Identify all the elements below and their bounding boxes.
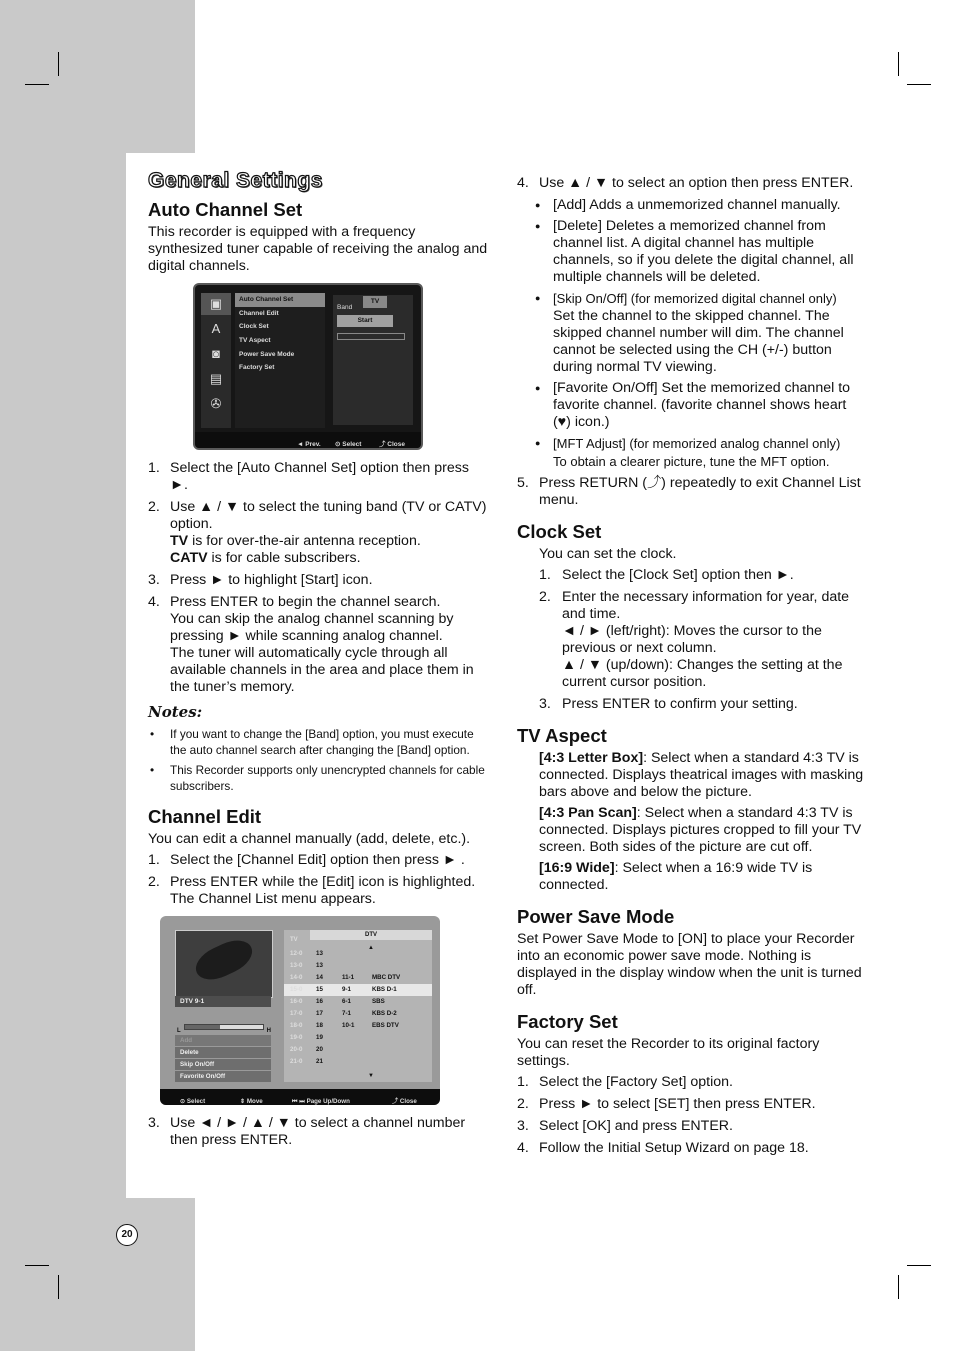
crop-mark <box>58 52 59 76</box>
menu-item-auto-channel-set: Auto Channel Set <box>235 293 325 307</box>
screen-icon-column <box>201 293 231 428</box>
tab-dtv: DTV <box>310 930 432 940</box>
notes-list <box>148 727 488 794</box>
footer-move: ⇕ Move <box>240 1098 263 1105</box>
channel-preview <box>175 930 273 998</box>
auto-channel-heading: Auto Channel Set <box>148 199 303 220</box>
table-cell: 10-1 <box>342 1022 355 1029</box>
table-row <box>284 1056 432 1068</box>
table-row <box>284 996 432 1008</box>
menu-item-clock-set: Clock Set <box>239 323 269 331</box>
table-row <box>284 972 432 984</box>
table-cell: 14 <box>316 974 323 981</box>
list-item: 1. Select the [Clock Set] option then ►. <box>539 567 794 583</box>
list-item: 3. Press ► to highlight [Start] icon. <box>148 572 373 588</box>
channel-tabs <box>284 930 432 943</box>
table-cell: 7-1 <box>342 1010 351 1017</box>
level-high-label: H <box>266 1028 271 1034</box>
auto-channel-steps <box>148 460 488 696</box>
scroll-down-icon: ▼ <box>368 1073 374 1079</box>
tv-aspect-heading: TV Aspect <box>517 725 607 746</box>
table-cell: 20 <box>316 1046 323 1053</box>
table-cell: 21 <box>316 1058 323 1065</box>
factory-set-heading: Factory Set <box>517 1011 618 1032</box>
channel-edit-steps <box>148 852 488 908</box>
list-item: 4. Use ▲ / ▼ to select an option then press ENTER. <box>517 175 854 191</box>
menu-item-power-save-mode: Power Save Mode <box>239 350 295 358</box>
margin-shade-bottom <box>0 1198 195 1351</box>
page-number: 20 <box>116 1224 138 1246</box>
start-button: Start <box>337 315 393 327</box>
film-icon: ▤ <box>209 371 223 386</box>
table-cell: 11-1 <box>342 974 355 981</box>
band-label: Band <box>337 304 353 311</box>
signal-level-fill <box>185 1025 220 1029</box>
list-item: 4. Follow the Initial Setup Wizard on page 18. <box>517 1140 809 1156</box>
table-cell: 19 <box>316 1034 323 1041</box>
clock-set-steps <box>539 567 867 713</box>
table-cell: KBS D-2 <box>372 1010 397 1017</box>
list-item: 2. Press ENTER while the [Edit] icon is highlighted. The Channel List menu appears. <box>148 874 476 907</box>
channel-edit-options <box>517 197 867 471</box>
table-cell: 16-0 <box>290 998 303 1005</box>
list-item: 4. Press ENTER to begin the channel search. You can skip the analog channel scanning by pressing ► while scanning analog channel. The tuner will automatically cycle through all available channels in the area and place them in the tuner’s memory. <box>148 594 474 695</box>
option-mft: ● [MFT Adjust] (for memorized analog channel only) To obtain a clearer picture, tune the MFT option. <box>535 435 867 471</box>
notes-title: Notes: <box>148 703 203 721</box>
channel-edit-heading: Channel Edit <box>148 806 262 827</box>
power-save-heading: Power Save Mode <box>517 906 675 927</box>
option-favorite: ● [Favorite On/Off] Set the memorized channel to favorite channel. (favorite channel shows heart (♥) icon.) <box>535 380 867 431</box>
delete-button: Delete <box>175 1047 271 1058</box>
preview-caption: DTV 9-1 <box>175 996 271 1007</box>
crop-mark <box>898 52 899 76</box>
favorite-button: Favorite On/Off <box>175 1071 271 1082</box>
table-cell: SBS <box>372 998 385 1005</box>
crop-mark <box>58 1275 59 1299</box>
tab-tv: TV <box>290 937 298 943</box>
list-item: 3. Select [OK] and press ENTER. <box>517 1118 733 1134</box>
list-item: 1. Select the [Channel Edit] option then press ► . <box>148 852 465 868</box>
list-item: 3. Press ENTER to confirm your setting. <box>539 696 798 712</box>
clock-set-body <box>517 567 867 713</box>
note-item: • This Recorder supports only unencrypted channels for cable subscribers. <box>148 763 488 794</box>
list-item: 1. Select the [Factory Set] option. <box>517 1074 733 1090</box>
skip-button: Skip On/Off <box>175 1059 271 1070</box>
aspect-wide: [16:9 Wide]: Select when a 16:9 wide TV is connected. <box>539 860 813 893</box>
right-column <box>517 175 867 1162</box>
auto-channel-intro: This recorder is equipped with a frequency synthesized tuner capable of receiving the analog and digital channels. <box>148 224 488 274</box>
table-cell: KBS D-1 <box>372 986 397 993</box>
clock-set-intro: You can set the clock. <box>539 546 677 562</box>
menu-item-tv-aspect: TV Aspect <box>239 337 271 345</box>
table-row <box>284 1020 432 1032</box>
power-save-text: Set Power Save Mode to [ON] to place your Recorder into an economic power save mode. Nothing is displayed in the display window when the unit is turned off. <box>517 931 862 998</box>
channel-edit-step5 <box>517 475 867 509</box>
channel-rows <box>284 948 432 1068</box>
option-delete: ● [Delete] Deletes a memorized channel from channel list. A digital channel has multiple channels, so if you delete the digital channel, all multiple channels will be deleted. <box>535 218 867 286</box>
table-cell: 13 <box>316 962 323 969</box>
list-item: 2. Enter the necessary information for year, date and time. ◄ / ► (left/right): Moves the cursor to the previous or next column. ▲ / ▼ (up/down): Changes the setting at the current cursor position. <box>539 589 850 690</box>
screen-footer <box>160 1089 440 1105</box>
option-add: ● [Add] Adds a unmemorized channel manually. <box>535 197 867 214</box>
table-cell: 6-1 <box>342 998 351 1005</box>
list-item: 5. Press RETURN (⤴) repeatedly to exit Channel List menu. <box>517 475 861 508</box>
table-row <box>284 960 432 972</box>
add-button: Add <box>175 1035 271 1046</box>
table-row <box>284 948 432 960</box>
table-cell: MBC DTV <box>372 974 401 981</box>
channel-edit-step4 <box>517 175 867 192</box>
list-item: 1. Select the [Auto Channel Set] option then press ►. <box>148 460 469 493</box>
footer-select: ⊙ Select <box>180 1098 206 1105</box>
signal-level-bar <box>184 1024 264 1030</box>
list-item: 3. Use ◄ / ► / ▲ / ▼ to select a channel number then press ENTER. <box>148 1115 466 1148</box>
table-cell: 17-0 <box>290 1010 303 1017</box>
footer-prev: ◄ Prev. <box>297 441 321 448</box>
table-cell: 12-0 <box>290 950 303 957</box>
table-cell: 20-0 <box>290 1046 303 1053</box>
table-cell: 9-1 <box>342 986 351 993</box>
crop-mark <box>25 84 49 85</box>
note-item: • If you want to change the [Band] option, you must execute the auto channel search after changing the [Band] option. <box>148 727 488 758</box>
footer-close: ⤴ Close <box>392 1098 417 1105</box>
channel-list <box>284 930 432 1082</box>
table-cell: 13-0 <box>290 962 303 969</box>
margin-shade-left <box>0 153 126 1198</box>
crop-mark <box>25 1265 49 1266</box>
auto-channel-screen <box>193 283 423 450</box>
menu-item-factory-set: Factory Set <box>239 364 275 372</box>
screen-menu <box>235 293 325 428</box>
channel-edit-step3 <box>148 1115 488 1149</box>
footer-select: ⊙ Select <box>335 441 362 448</box>
table-row <box>284 1044 432 1056</box>
table-cell: 17 <box>316 1010 323 1017</box>
table-cell: 18-0 <box>290 1022 303 1029</box>
crop-mark <box>907 1265 931 1266</box>
crop-mark <box>907 84 931 85</box>
aspect-letterbox: [4:3 Letter Box]: Select when a standard 4:3 TV is connected. Displays theatrical images with masking bars above and below the picture. <box>539 750 864 800</box>
table-row <box>284 1032 432 1044</box>
list-item: 2. Use ▲ / ▼ to select the tuning band (TV or CATV) option. TV is for over-the-air antenna reception. CATV is for cable subscribers. <box>148 499 487 566</box>
table-cell: 21-0 <box>290 1058 303 1065</box>
progress-bar <box>337 333 405 340</box>
table-row <box>284 1008 432 1020</box>
channel-edit-buttons <box>175 1035 271 1083</box>
channel-list-screen <box>160 916 440 1105</box>
table-cell: 13 <box>316 950 323 957</box>
screen-footer <box>195 432 421 448</box>
left-column <box>148 169 488 1154</box>
footer-page: ⏮ ⏭ Page Up/Down <box>292 1098 350 1105</box>
table-cell: 14-0 <box>290 974 303 981</box>
screen-option-panel <box>333 295 413 425</box>
list-item: 2. Press ► to select [SET] then press ENTER. <box>517 1096 816 1112</box>
disc-icon: ✇ <box>210 396 222 411</box>
crop-mark <box>898 1275 899 1299</box>
footer-close: ⤴ Close <box>379 441 406 448</box>
margin-shade-top <box>0 0 195 153</box>
language-icon: A <box>211 321 221 336</box>
band-value: TV <box>363 296 387 308</box>
table-cell: EBS DTV <box>372 1022 399 1029</box>
table-cell: 18 <box>316 1022 323 1029</box>
table-row <box>284 984 432 996</box>
audio-icon: ◙ <box>212 346 220 361</box>
factory-set-steps <box>517 1074 867 1157</box>
aspect-panscan: [4:3 Pan Scan]: Select when a standard 4:3 TV is connected. Displays pictures cropped to fill your TV screen. Both sides of the picture are cut off. <box>539 805 862 855</box>
clock-set-heading: Clock Set <box>517 521 602 542</box>
scroll-up-icon: ▲ <box>368 945 374 951</box>
level-low-label: L <box>177 1028 181 1034</box>
menu-item-channel-edit: Channel Edit <box>239 309 279 317</box>
table-cell: 15-0 <box>290 986 303 993</box>
preview-image <box>190 934 257 987</box>
table-cell: 16 <box>316 998 323 1005</box>
setup-icon: ▣ <box>201 293 231 315</box>
table-cell: 15 <box>316 986 323 993</box>
page-title: General Settings <box>148 169 323 192</box>
table-cell: 19-0 <box>290 1034 303 1041</box>
option-skip: ● [Skip On/Off] (for memorized digital channel only) Set the channel to the skipped channel. The skipped channel number will dim. The channel cannot be selected using the CH (+/-) button during normal TV viewing. <box>535 290 867 376</box>
channel-edit-intro: You can edit a channel manually (add, delete, etc.). <box>148 831 471 847</box>
factory-set-intro: You can reset the Recorder to its original factory settings. <box>517 1036 820 1069</box>
